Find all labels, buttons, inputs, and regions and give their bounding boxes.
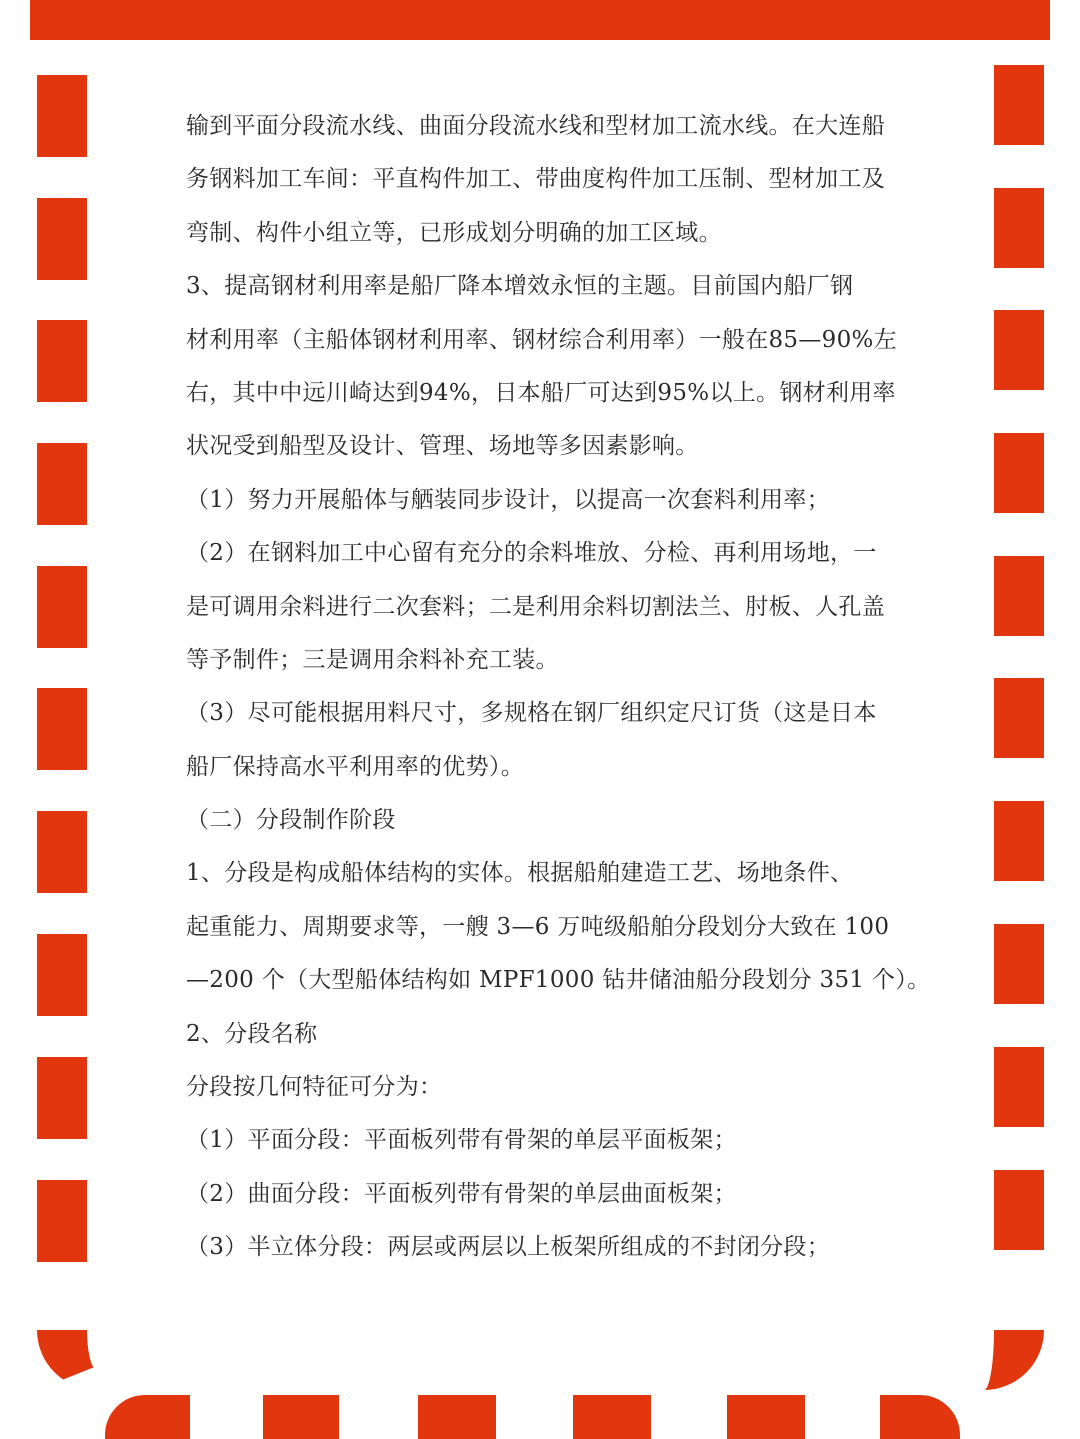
text-line: 材利用率（主船体钢材利用率、钢材综合利用率）一般在85—90%左 xyxy=(186,326,897,353)
text-line: （1）平面分段：平面板列带有骨架的单层平面板架； xyxy=(186,1127,737,1154)
text-line: （3）半立体分段：两层或两层以上板架所组成的不封闭分段； xyxy=(186,1234,831,1261)
left-border-dash xyxy=(37,1057,87,1139)
left-border-dash xyxy=(37,688,87,770)
bottom-left-corner xyxy=(37,1330,107,1390)
text-line: 状况受到船型及设计、管理、场地等多因素影响。 xyxy=(186,433,699,460)
left-border-dash xyxy=(37,443,87,525)
text-line: 船厂保持高水平利用率的优势）。 xyxy=(186,753,524,780)
bottom-border-dash xyxy=(105,1395,190,1439)
right-border-dash xyxy=(994,65,1044,145)
right-border-dash xyxy=(994,924,1044,1004)
right-border-dash xyxy=(994,310,1044,390)
bottom-border-dash xyxy=(880,1395,960,1439)
text-line: 弯制、构件小组立等，已形成划分明确的加工区域。 xyxy=(186,219,722,246)
text-line: （2）曲面分段：平面板列带有骨架的单层曲面板架； xyxy=(186,1180,737,1207)
left-border-dash xyxy=(37,198,87,280)
bottom-right-corner xyxy=(960,1330,1044,1390)
text-line: 是可调用余料进行二次套料；二是利用余料切割法兰、肘板、人孔盖 xyxy=(186,593,885,620)
bottom-border-dash xyxy=(263,1395,339,1439)
bottom-border-dash xyxy=(727,1395,805,1439)
text-line: 3、提高钢材利用率是船厂降本增效永恒的主题。目前国内船厂钢 xyxy=(186,273,854,300)
text-line: 2、分段名称 xyxy=(186,1020,318,1047)
left-border-dash xyxy=(37,566,87,648)
text-line: 右，其中中远川崎达到94%，日本船厂可达到95%以上。钢材利用率 xyxy=(186,379,896,406)
bottom-border-dash xyxy=(573,1395,651,1439)
left-border-dash xyxy=(37,1180,87,1262)
section-heading: （二）分段制作阶段 xyxy=(186,807,396,834)
text-line: （1）努力开展船体与舾装同步设计，以提高一次套料利用率； xyxy=(186,486,831,513)
text-line: 1、分段是构成船体结构的实体。根据船舶建造工艺、场地条件、 xyxy=(186,860,854,887)
document-body xyxy=(186,100,966,1275)
right-border-dash xyxy=(994,801,1044,881)
text-line: （3）尽可能根据用料尺寸，多规格在钢厂组织定尺订货（这是日本 xyxy=(186,700,877,727)
right-border-dash xyxy=(994,556,1044,636)
bottom-border-dash xyxy=(418,1395,496,1439)
text-line: （2）在钢料加工中心留有充分的余料堆放、分检、再利用场地，一 xyxy=(186,540,877,567)
text-line: 起重能力、周期要求等，一艘 3—6 万吨级船舶分段划分大致在 100 xyxy=(186,913,890,940)
right-border-dash xyxy=(994,1170,1044,1250)
right-border-dash xyxy=(994,433,1044,513)
left-border-dash xyxy=(37,811,87,893)
text-line: 务钢料加工车间：平直构件加工、带曲度构件加工压制、型材加工及 xyxy=(186,166,885,193)
top-border-bar xyxy=(30,0,1050,40)
right-border-dash xyxy=(994,1047,1044,1127)
left-border-dash xyxy=(37,320,87,402)
left-border-dash xyxy=(37,75,87,157)
left-border-dash xyxy=(37,934,87,1016)
text-line: 分段按几何特征可分为： xyxy=(186,1074,443,1101)
right-border-dash xyxy=(994,188,1044,268)
text-line: 输到平面分段流水线、曲面分段流水线和型材加工流水线。在大连船 xyxy=(186,113,885,139)
text-line: 等予制件；三是调用余料补充工装。 xyxy=(186,646,559,673)
right-border-dash xyxy=(994,678,1044,758)
text-line: —200 个（大型船体结构如 MPF1000 钻井储油船分段划分 351 个）。 xyxy=(186,967,931,994)
